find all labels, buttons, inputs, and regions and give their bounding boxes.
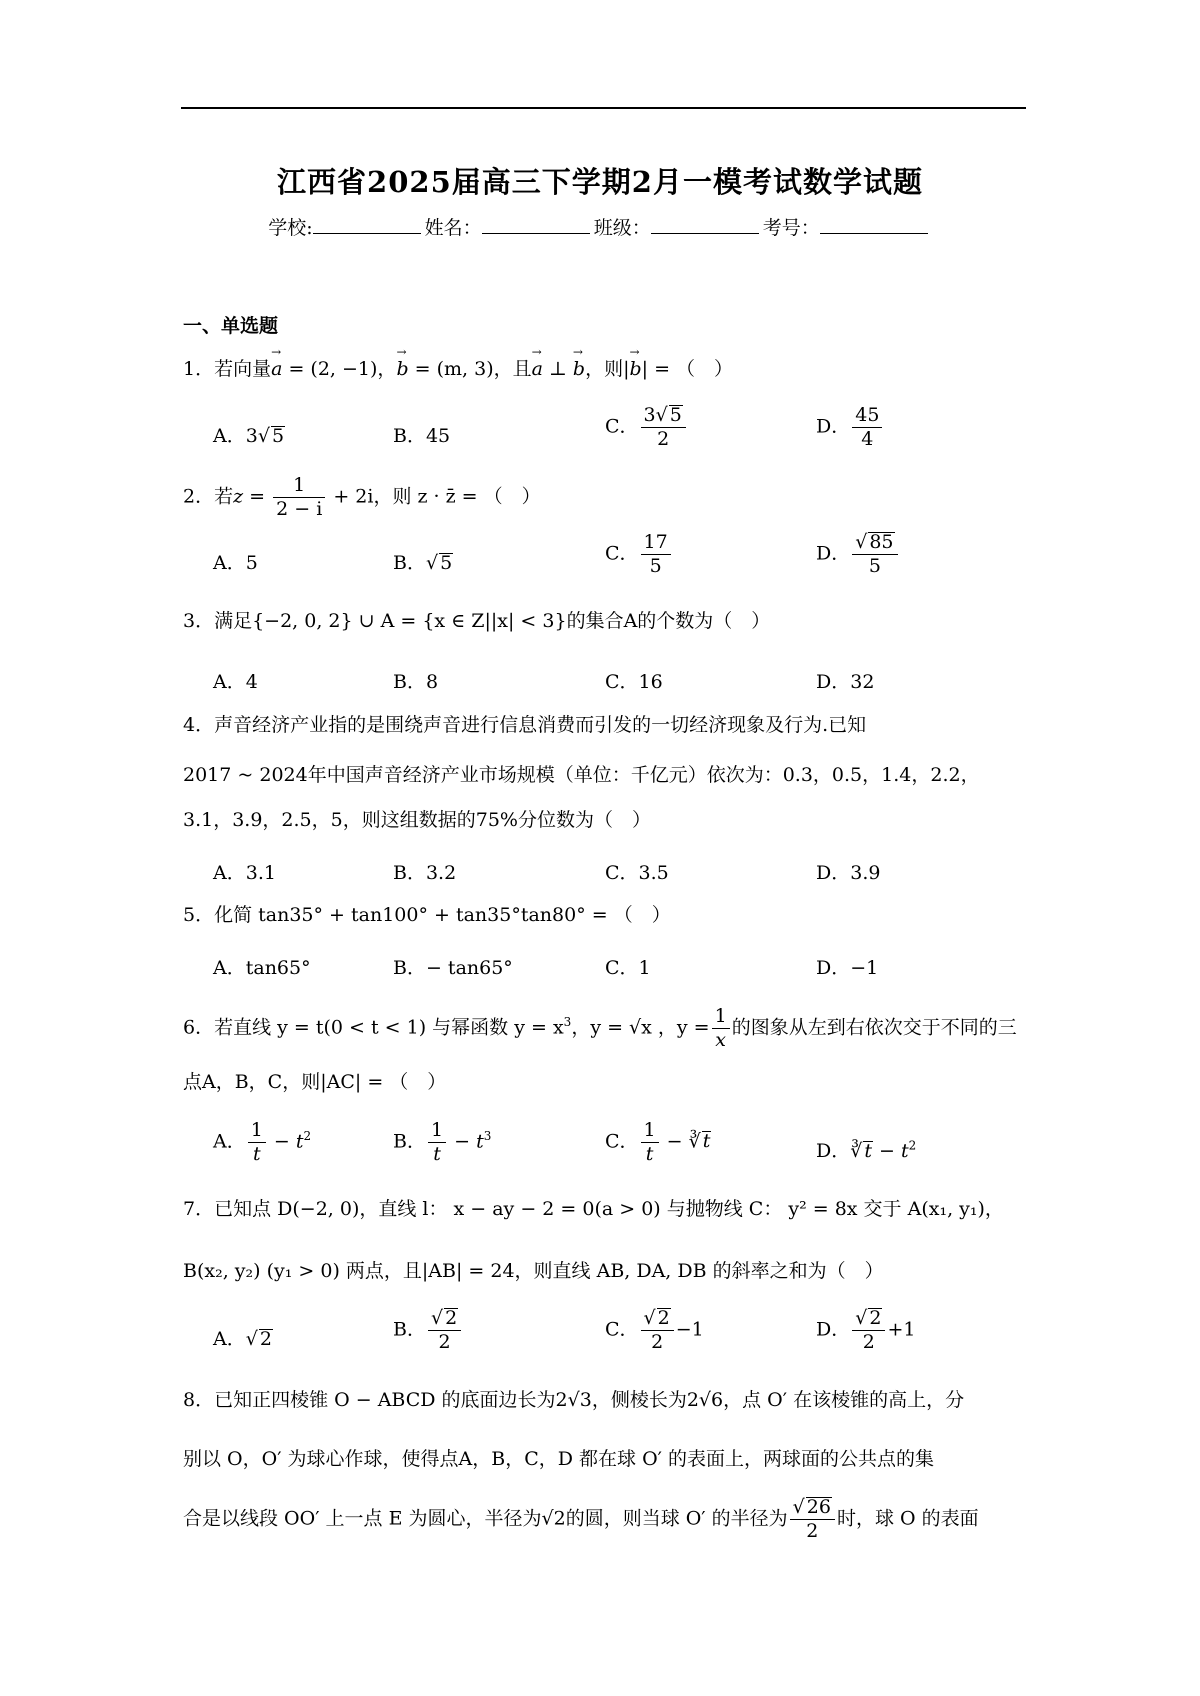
option-label: B． (393, 1130, 426, 1153)
option-label: B． (393, 552, 426, 574)
q8-text-b: 时，球 O 的表面 (836, 1507, 979, 1530)
vector-b: → b (396, 359, 408, 380)
option-label: A． (213, 552, 246, 574)
q5-option-b[interactable] (393, 953, 513, 980)
radicand: 5 (271, 425, 285, 447)
q5-option-a[interactable] (213, 953, 311, 980)
denominator: 4 (861, 427, 874, 450)
option-label: D． (816, 862, 851, 884)
q2-option-c[interactable] (605, 532, 673, 577)
fraction (248, 1120, 266, 1165)
radicand: 26 (806, 1496, 831, 1518)
vector-a-2: → a (532, 359, 543, 380)
q6-option-d[interactable]: D．∛ $t - t^2$ (816, 1138, 917, 1162)
option-label: A． (213, 671, 246, 693)
option-value: 3.2 (425, 862, 457, 884)
option-label: A． (213, 957, 246, 979)
q1-tail: | = （ ） (641, 358, 734, 380)
denominator: 2 (657, 427, 670, 450)
numerator: 1 (712, 1006, 730, 1029)
denominator: t (645, 1142, 654, 1165)
radicand: 85 (869, 531, 894, 553)
q1-prefix: 1．若向量 (183, 358, 272, 380)
section-title: 一、单选题 (183, 315, 279, 337)
q1-option-a[interactable] (213, 421, 285, 448)
option-label: B． (393, 671, 426, 693)
sqrt-sign: √ (430, 1307, 444, 1329)
numerator: 17 (641, 532, 671, 555)
fraction (428, 1120, 446, 1165)
question-8-line-2: 别以 O，O′ 为球心作球，使得点A，B，C，D 都在球 O′ 的表面上，两球面的公共点的集 (183, 1448, 935, 1470)
radicand: 5 (440, 552, 453, 574)
numerator: 1 (273, 475, 325, 498)
q6-option-b[interactable]: B． $\frac{1}{t}$ − $t^3$ (393, 1119, 492, 1165)
option-label: B． (393, 957, 426, 979)
option-tail: −1 (675, 1318, 704, 1341)
option-label: D． (816, 415, 851, 438)
option-label: A． (213, 425, 246, 447)
option-label: C． (605, 862, 639, 884)
question-4-line-2: 2017 ~ 2024年中国声音经济产业市场规模（单位：千亿元）依次为：0.3，0.5，1.4，2.2， (183, 764, 980, 786)
q4-option-c[interactable] (605, 858, 669, 885)
option-label: C． (605, 542, 639, 565)
q6-option-c[interactable]: C． $\frac{1}{t}$ − ∛ t (605, 1119, 711, 1165)
denominator: 5 (649, 554, 662, 577)
exponent: 3 (483, 1129, 492, 1144)
q2-option-d[interactable] (816, 532, 900, 577)
option-label: A． (213, 1130, 246, 1153)
option-value: −1 (850, 957, 879, 979)
option-label: A． (213, 862, 246, 884)
q1-option-d[interactable] (816, 405, 884, 450)
radicand: t (702, 1130, 711, 1153)
denominator: 2 (438, 1330, 451, 1353)
sqrt-sign: √ (855, 531, 868, 553)
option-label: D． (816, 542, 851, 565)
page-title: 江西省2025届高三下学期2月一模考试数学试题 (277, 165, 923, 199)
radicand: 2 (869, 1307, 882, 1329)
radicand: 2 (259, 1328, 272, 1350)
question-8-line-1: 8．已知正四棱锥 O − ABCD 的底面边长为2√3，侧棱长为2√6，点 O′ 在该棱锥的高上，分 (183, 1389, 965, 1411)
q3-option-a[interactable] (213, 667, 258, 694)
option-value: 1 (638, 957, 651, 979)
option-value: 3.1 (245, 862, 276, 884)
class-field[interactable] (651, 215, 759, 234)
sqrt-sign: √ (792, 1496, 805, 1518)
option-value: 32 (850, 671, 875, 693)
fraction (428, 1308, 461, 1353)
student-info-row (0, 213, 1200, 240)
question-1 (183, 359, 733, 380)
q8-text-a: 合是以线段 OO′ 上一点 E 为圆心，半径为√2的圆，则当球 O′ 的半径为 (183, 1507, 788, 1530)
option-label: D． (816, 1318, 851, 1341)
q7-option-b[interactable] (393, 1308, 463, 1353)
denominator: 2 (806, 1519, 819, 1542)
option-value: 3 (245, 425, 258, 447)
q1-option-b[interactable] (393, 421, 450, 448)
option-label: B． (393, 425, 426, 447)
id-field[interactable] (820, 215, 928, 234)
name-field[interactable] (482, 215, 590, 234)
numerator: 3 (643, 404, 656, 426)
option-label: C． (605, 1130, 639, 1153)
exponent: 2 (908, 1138, 917, 1153)
option-value: tan65° (245, 957, 311, 979)
option-label: C． (605, 1318, 639, 1341)
exponent: 3 (563, 1015, 572, 1030)
fraction (641, 1120, 659, 1165)
sqrt-sign: √ (643, 1307, 656, 1329)
denominator: 5 (868, 554, 881, 577)
fraction (790, 1497, 835, 1542)
option-label: C． (605, 671, 639, 693)
sqrt-sign: √ (425, 552, 439, 574)
numerator: 1 (248, 1120, 266, 1143)
cube-root-sign: ∛ (850, 1140, 863, 1162)
fraction (641, 1308, 674, 1353)
radicand: t (864, 1140, 872, 1162)
q4-option-b[interactable] (393, 858, 456, 885)
radicand: 5 (669, 404, 682, 426)
q4-option-a[interactable] (213, 858, 276, 885)
q6-text-b: ，y = √x ，y = (571, 1016, 710, 1039)
question-6-line-1 (183, 1006, 1017, 1051)
question-3: 3．满足{−2, 0, 2} ∪ A = {x ∈ Z||x| < 3}的集合A的个数为（ ） (183, 610, 771, 632)
option-label: D． (816, 1140, 851, 1162)
option-value: 4 (245, 671, 258, 693)
q6-text-a: 6．若直线 y = t(0 < t < 1) 与幂函数 y = x (183, 1016, 564, 1039)
q1-b-def: = (m, 3)，且 (408, 358, 532, 380)
question-8-line-3 (183, 1497, 979, 1542)
vector-b-3: → b (629, 359, 641, 380)
option-label: B． (393, 1318, 426, 1341)
school-field[interactable] (313, 215, 421, 234)
sqrt-sign: √ (655, 404, 668, 426)
fraction (712, 1006, 730, 1051)
option-label: A． (213, 1328, 246, 1350)
option-value: 3.9 (850, 862, 881, 884)
numerator: 1 (428, 1120, 446, 1143)
exponent: 2 (303, 1129, 312, 1144)
id-label: 考号： (762, 217, 820, 239)
q4-option-d[interactable] (816, 858, 880, 885)
option-value: 3.5 (638, 862, 669, 884)
fraction (641, 405, 686, 450)
q2-option-a[interactable] (213, 548, 258, 575)
question-4-line-1: 4．声音经济产业指的是围绕声音进行信息消费而引发的一切经济现象及行为.已知 (183, 714, 867, 736)
vector-b-2: → b (573, 359, 585, 380)
q5-option-c[interactable] (605, 953, 651, 980)
fraction (273, 475, 325, 520)
var-t: t (900, 1140, 909, 1162)
q7-option-a[interactable] (213, 1324, 273, 1351)
fraction (852, 1308, 885, 1353)
option-label: D． (816, 671, 851, 693)
sqrt-sign: √ (245, 1328, 258, 1350)
q1-a-def: = (2, −1)， (282, 358, 397, 380)
var-t: t (295, 1130, 304, 1153)
denominator: t (433, 1142, 441, 1165)
denominator: 2 − i (276, 497, 323, 520)
option-label: C． (605, 957, 639, 979)
option-value: 45 (425, 425, 451, 447)
numerator: 45 (852, 405, 882, 428)
class-label: 班级： (593, 217, 651, 239)
question-7-line-1: 7．已知点 D(−2, 0)，直线 l： x − ay − 2 = 0(a > 0) 与抛物线 C： y² = 8x 交于 A(x₁, y₁)， (183, 1198, 1004, 1220)
q2-option-b[interactable] (393, 548, 453, 575)
fraction (641, 532, 671, 577)
question-2: 2．若z = $\frac{1}{2 - i}$ + 2i，则 z · z̄ = （ ） (183, 474, 541, 520)
q3-option-c[interactable] (605, 667, 663, 694)
denominator: 2 (651, 1330, 664, 1353)
q3-option-d[interactable] (816, 667, 874, 694)
q1-perp: ⊥ (542, 358, 573, 380)
q6-option-a[interactable]: A． $\frac{1}{t}$ − $t^2$ (213, 1119, 312, 1165)
q1-then: ，则| (585, 358, 630, 380)
question-5: 5．化简 tan35° + tan100° + tan35°tan80° = （ ） (183, 904, 671, 926)
vector-a: → a (271, 359, 282, 380)
option-label: C． (605, 415, 639, 438)
cube-root-sign: ∛ (688, 1130, 701, 1153)
option-value: − tan65° (425, 957, 513, 979)
q7-option-d[interactable] (816, 1308, 915, 1353)
q3-option-b[interactable] (393, 667, 438, 694)
question-6-line-2: 点A，B，C，则|AC| = （ ） (183, 1071, 447, 1093)
denominator: 2 (862, 1330, 875, 1353)
denominator: x (715, 1028, 727, 1051)
option-value: 5 (245, 552, 258, 574)
q7-option-c[interactable] (605, 1308, 704, 1353)
sqrt-sign: √ (855, 1307, 868, 1329)
radicand: 2 (445, 1307, 458, 1329)
q2-prefix: 2．若 (183, 485, 234, 508)
var-z: z (233, 485, 244, 508)
question-4-line-3: 3.1，3.9，2.5，5，则这组数据的75%分位数为（ ） (183, 809, 651, 831)
option-label: B． (393, 862, 426, 884)
q1-option-c[interactable] (605, 405, 688, 450)
fraction (852, 405, 882, 450)
q5-option-d[interactable] (816, 953, 878, 980)
option-tail: +1 (887, 1318, 916, 1341)
top-rule (181, 107, 1026, 109)
option-value: 16 (638, 671, 663, 693)
var-t: t (476, 1130, 484, 1153)
denominator: t (252, 1142, 261, 1165)
school-label: 学校: (268, 217, 313, 239)
question-7-line-2: B(x₂, y₂) (y₁ > 0) 两点，且|AB| = 24，则直线 AB, DA, DB 的斜率之和为（ ） (183, 1260, 884, 1282)
q2-tail: + 2i，则 z · z̄ = （ ） (327, 485, 541, 508)
q6-text-c: 的图象从左到右依次交于不同的三 (731, 1016, 1017, 1039)
option-label: D． (816, 957, 851, 979)
name-label: 姓名： (424, 217, 482, 239)
option-value: 8 (425, 671, 439, 693)
numerator: 1 (641, 1120, 659, 1143)
radicand: 2 (657, 1307, 670, 1329)
sqrt-sign: √ (257, 425, 270, 447)
fraction (852, 532, 897, 577)
